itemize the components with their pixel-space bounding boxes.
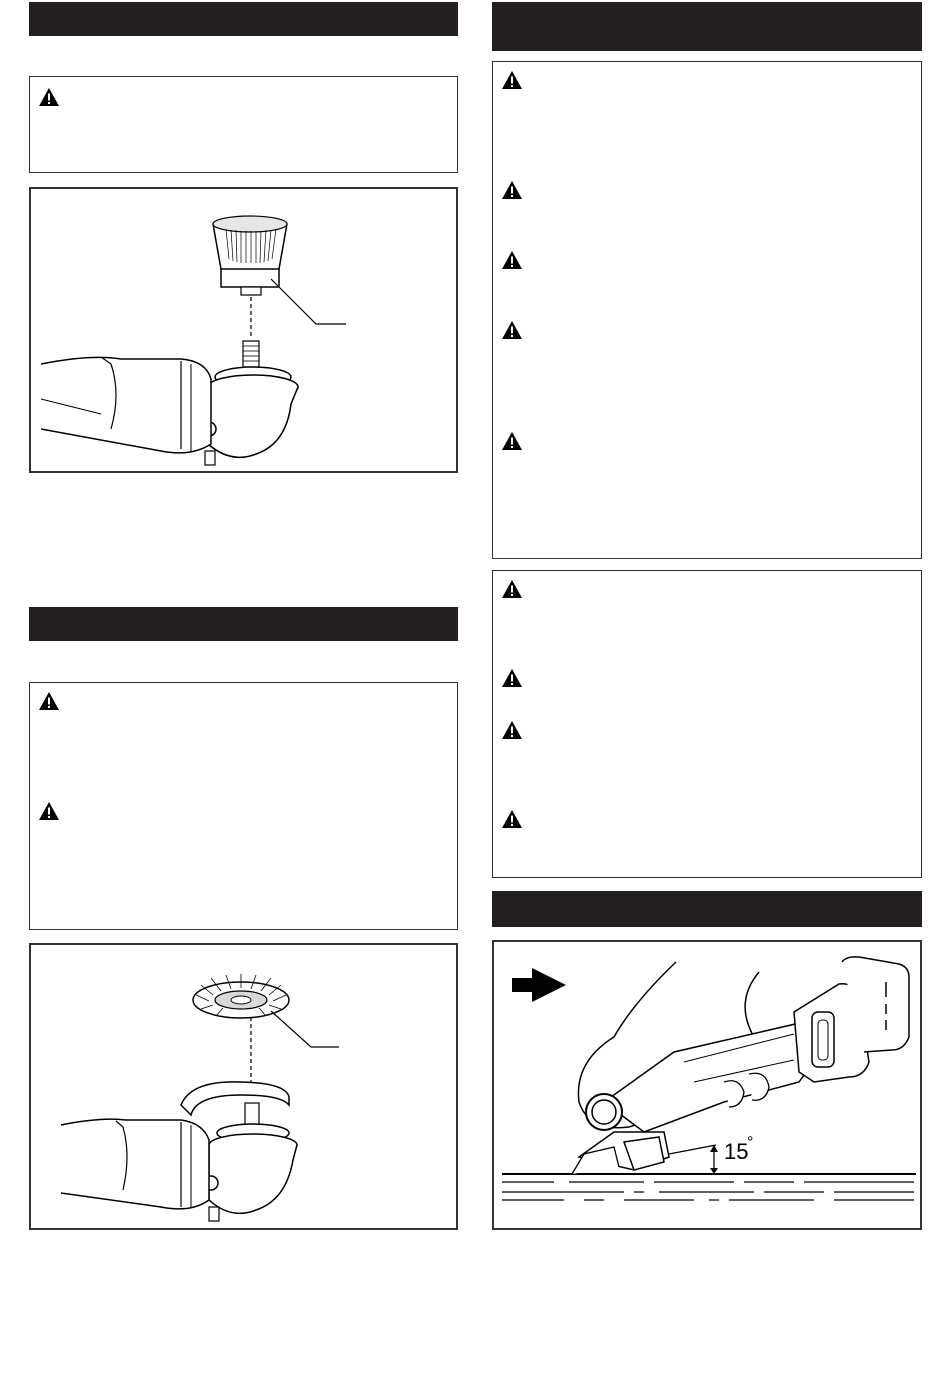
grinding-angle-illustration <box>494 942 922 1230</box>
section-header-bar <box>492 891 922 927</box>
angle-label: 15 <box>724 1139 749 1164</box>
warning-box <box>492 61 922 559</box>
warning-box <box>29 76 458 173</box>
warning-triangle-icon <box>38 87 60 107</box>
warning-triangle-icon <box>501 720 523 740</box>
section-header-bar <box>492 2 922 51</box>
warning-triangle-icon <box>38 801 60 821</box>
figure-grinding-angle <box>492 940 922 1230</box>
warning-triangle-icon <box>501 70 523 90</box>
warning-triangle-icon <box>501 809 523 829</box>
warning-box <box>29 682 458 930</box>
figure-wire-wheel-installation <box>29 943 458 1230</box>
warning-triangle-icon <box>501 320 523 340</box>
cup-brush-illustration <box>31 189 458 473</box>
figure-cup-brush-installation <box>29 187 458 473</box>
warning-triangle-icon <box>501 180 523 200</box>
section-header-bar <box>29 607 458 641</box>
degree-symbol: ° <box>747 1134 754 1151</box>
direction-arrow-icon <box>512 968 566 1002</box>
warning-triangle-icon <box>501 668 523 688</box>
warning-box <box>492 570 922 878</box>
section-header-bar <box>29 2 458 36</box>
warning-triangle-icon <box>501 579 523 599</box>
wire-wheel-illustration <box>31 945 458 1230</box>
warning-triangle-icon <box>501 250 523 270</box>
warning-triangle-icon <box>501 431 523 451</box>
warning-triangle-icon <box>38 691 60 711</box>
